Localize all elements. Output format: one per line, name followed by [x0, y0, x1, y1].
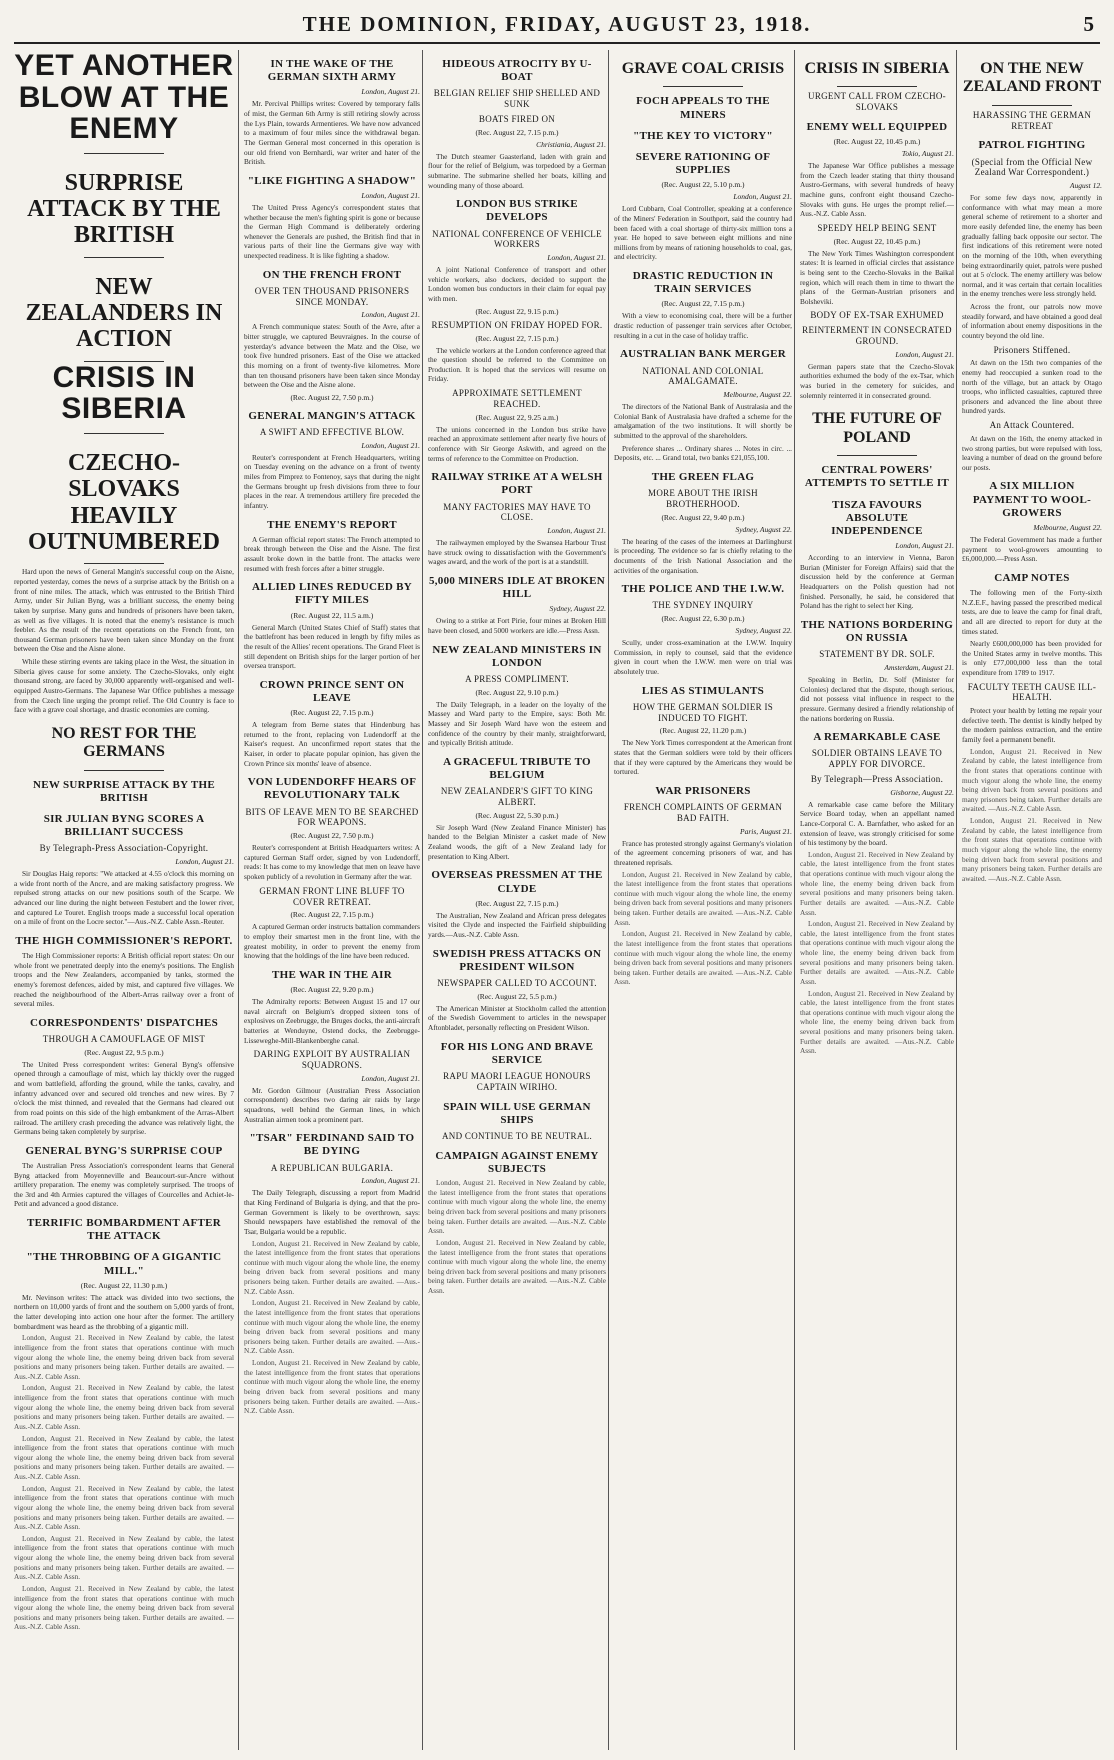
article-paragraph: Speaking in Berlin, Dr. Solf (Minister for Colonies) declared that the dispute, though serious, did not possess vital influence in respect to the pressure. Germany desired a friendly relationship of the nations bordering on Russia. — [800, 675, 954, 723]
article-paragraph: Nearly £600,000,000 has been provided for the United States army in twelve months. This is only £77,000,000 less than the total expenditure from 1789 to 1917. — [962, 639, 1102, 677]
subheadline: A SIX MILLION PAYMENT TO WOOL-GROWERS — [972, 480, 1092, 519]
article-paragraph: With a view to economising coal, there will be a further drastic reduction of passenger train services after October, resulting in a cut in the case of holiday traffic. — [614, 311, 792, 340]
subhead-line: By Telegraph-Press Association-Copyright. — [39, 843, 209, 854]
headline-major: CRISIS IN SIBERIA — [52, 360, 196, 426]
subheadline: DRASTIC REDUCTION IN TRAIN SERVICES — [632, 270, 774, 296]
headline: ON THE NEW ZEALAND FRONT — [962, 60, 1102, 96]
masthead — [14, 8, 1100, 44]
subhead-line: SOLDIER OBTAINS LEAVE TO APPLY FOR DIVORCE. — [811, 748, 943, 770]
subheadline: SIR JULIAN BYNG SCORES A BRILLIANT SUCCESS — [43, 812, 205, 839]
subheadline: THE GREEN FLAG — [651, 470, 755, 483]
dateline: Melbourne, August 22. — [1033, 522, 1102, 532]
article-paragraph: London, August 21. Received in New Zealand by cable, the latest intelligence from the front states that operations continue with much vigour along the whole line, the enemy being driven back from several positions and many prisoners being taken. Further details are awaited. —Aus.-N.Z. Cable Assn. — [800, 988, 954, 1056]
received-note: (Rec. August 22, 5.30 p.m.) — [475, 810, 559, 820]
article-paragraph: Mr. Percival Phillips writes: Covered by temporary falls of mist, the German 6th Army is still retiring slowly across the Lys Plain, towards Armentieres. We have now advanced to a maximum of four miles since the withdrawal began. The German General most concerned in this operation is our old friend von Bernhardi, war writer and hater of the British. — [244, 99, 420, 167]
subheadline: IN THE WAKE OF THE GERMAN SIXTH ARMY — [267, 58, 397, 84]
column-rule — [422, 50, 423, 1750]
article-paragraph: A French communique states: South of the Avre, after a bitter struggle, we captured Beuvraignes. In the course of yesterday's advance between the Matz and the Oise, we took five hundred prisoners. East of the Oise we attacked this morning on a front of twenty-five kilometres. More than ten thousand prisoners have been taken since Monday between the Oise and the Aisne alone. — [244, 322, 420, 390]
subheadline: FOR HIS LONG AND BRAVE SERVICE — [440, 1040, 594, 1066]
subhead-line: BELGIAN RELIEF SHIP SHELLED AND SUNK — [433, 88, 601, 110]
page-number: 5 — [1083, 12, 1094, 36]
subhead-line: RAPU MAORI LEAGUE HONOURS CAPTAIN WIRIHO. — [443, 1071, 591, 1092]
subhead-line: DARING EXPLOIT BY AUSTRALIAN SQUADRONS. — [253, 1049, 411, 1070]
article-paragraph: The Daily Telegraph, discussing a report from Madrid that King Ferdinand of Bulgaria is dying, and that the pro-German Government is likely to be overthrown, says: Should newspapers have established the removal of the Tsar, Bulgaria would be a republic. — [244, 1188, 420, 1236]
subhead-line: (Special from the Official New Zealand War Correspondent.) — [971, 156, 1093, 178]
received-note: (Rec. August 22, 5.5 p.m.) — [477, 991, 557, 1001]
article-paragraph: A joint National Conference of transport and other vehicle workers, also dockers, decided to support the London women bus conductors in their claim for equal pay with men. — [428, 265, 606, 304]
column-rule — [608, 50, 609, 1750]
article-paragraph: London, August 21. Received in New Zealand by cable, the latest intelligence from the front states that operations continue with much vigour along the whole line, the enemy being driven back from several positions and many prisoners being taken. Further details are awaited. —Aus.-N.Z. Cable Assn. — [244, 1298, 420, 1356]
subheadline: SEVERE RATIONING OF SUPPLIES — [635, 150, 771, 177]
article-paragraph: Lord Cubbarn, Coal Controller, speaking at a conference of the Miners' Federation in Southport, said the country had been faced with a coal shortage of thirty-six million tons a year. He hoped to save between eight millions and nine millions from by means of rationing households to coal, gas, and electricity. — [614, 204, 792, 262]
dateline: August 12. — [1069, 181, 1102, 191]
subhead-line: NEWSPAPER CALLED TO ACCOUNT. — [437, 977, 597, 988]
headline-major: YET ANOTHER BLOW AT THE ENEMY — [14, 50, 234, 145]
subheadline: SWEDISH PRESS ATTACKS ON PRESIDENT WILSON — [432, 947, 602, 973]
article-paragraph: London, August 21. Received in New Zealand by cable, the latest intelligence from the front states that operations continue with much vigour along the whole line, the enemy being driven back from several positions and many prisoners being taken. Further details are awaited. —Aus.-N.Z. Cable Assn. — [244, 1238, 420, 1296]
dateline: London, August 21. — [361, 310, 420, 320]
subheadline: GENERAL MANGIN'S ATTACK — [248, 409, 416, 422]
article-paragraph: The American Minister at Stockholm called the attention of the Swedish Government to articles in the newspaper Aftonbladet, personally reflecting on President Wilson. — [428, 1003, 606, 1033]
received-note: (Rec. August 22, 11.5 a.m.) — [290, 610, 374, 620]
subheadline: CORRESPONDENTS' DISPATCHES — [29, 1016, 218, 1029]
article-paragraph: German papers state that the Czecho-Slovak authorities exhumed the body of the ex-Tsar, which was buried in the cemetery for suicides, and solemnly reinterred it in consecrated ground. — [800, 361, 954, 400]
article-paragraph: London, August 21. Received in New Zealand by cable, the latest intelligence from the front states that operations continue with much vigour along the whole line, the enemy being driven back from several positions and many prisoners being taken. Further details are awaited. —Aus.-N.Z. Cable Assn. — [800, 849, 954, 917]
subheadline: GENERAL BYNG'S SURPRISE COUP — [25, 1144, 223, 1157]
subhead-line: NATIONAL AND COLONIAL AMALGAMATE. — [642, 365, 764, 387]
received-note: (Rec. August 22, 10.45 p.m.) — [833, 137, 921, 147]
article-paragraph: Sir Douglas Haig reports: "We attacked at 4.55 o'clock this morning on a wide front north of the Ancre, and are making satisfactory progress. We repulsed strong attacks on our new positions south of the Scarpe. We advanced our line during the night between Festubert and the lower river, and captured Le Touret. English troops made a successful local operation on a mile of front on the Locre sector."—Aus.-N.Z. Cable Assn.-Reuter. — [14, 869, 234, 927]
article-paragraph: The hearing of the cases of the internees at Darlinghurst is proceeding. The evidence so far is chiefly relating to the documents of the Irish National Association and the activities of the organisation. — [614, 536, 792, 575]
received-note: (Rec. August 22, 9.15 p.m.) — [475, 306, 559, 316]
subhead-line: A SWIFT AND EFFECTIVE BLOW. — [259, 427, 405, 438]
received-note: (Rec. August 22, 7.15 p.m.) — [475, 898, 559, 908]
article-paragraph: Across the front, our patrols now move steadily forward, and have obtained a good deal of information about enemy dispositions in the country beyond the old line. — [962, 302, 1102, 340]
subhead-line: URGENT CALL FROM CZECHO-SLOVAKS — [808, 91, 946, 113]
subheadline: CAMP NOTES — [994, 571, 1070, 584]
article-paragraph: Owing to a strike at Fort Pirie, four mines at Broken Hill have been closed, and 5000 workers are idle.—Press Assn. — [428, 616, 606, 635]
subheadline: THE WAR IN THE AIR — [272, 968, 392, 981]
subhead-line: MORE ABOUT THE IRISH BROTHERHOOD. — [648, 488, 758, 509]
column-1 — [14, 50, 234, 1750]
column-6 — [962, 50, 1102, 1750]
subheadline: ENEMY WELL EQUIPPED — [806, 120, 948, 133]
subheadline: ON THE FRENCH FRONT — [262, 268, 402, 281]
subhead-line: AND CONTINUE TO BE NEUTRAL. — [441, 1131, 592, 1141]
subhead-line: SPEEDY HELP BEING SENT — [817, 222, 937, 233]
dateline: Christiania, August 21. — [536, 139, 606, 149]
dateline: London, August 21. — [895, 349, 954, 359]
dateline: London, August 21. — [733, 192, 792, 202]
subheadline: LONDON BUS STRIKE DEVELOPS — [456, 198, 578, 224]
subhead-line: REINTERMENT IN CONSECRATED GROUND. — [802, 325, 952, 347]
subhead-line: FACULTY TEETH CAUSE ILL-HEALTH. — [967, 681, 1097, 703]
received-note: (Rec. August 22, 9.40 p.m.) — [661, 512, 745, 522]
received-note: (Rec. August 22, 10.45 p.m.) — [833, 236, 921, 246]
subheadline: TISZA FAVOURS ABSOLUTE INDEPENDENCE — [831, 498, 923, 537]
column-3 — [428, 50, 606, 1750]
divider — [992, 105, 1072, 106]
subhead-line: THROUGH A CAMOUFLAGE OF MIST — [42, 1033, 206, 1044]
subheadline: WAR PRISONERS — [655, 784, 751, 797]
article-paragraph: Mr. Nevinson writes: The attack was divided into two sections, the northern on 10,000 yards of front and the southern on 5,000 yards of front, the latter developing into action one hour after the former. The artillery bombardment was heard as the throbbing of a gigantic mill. — [14, 1292, 234, 1331]
article-paragraph: London, August 21. Received in New Zealand by cable, the latest intelligence from the front states that operations continue with much vigour along the whole line, the enemy being driven back from several positions and many prisoners being taken. Further details are awaited. —Aus.-N.Z. Cable Assn. — [962, 816, 1102, 883]
article-paragraph: The directors of the National Bank of Australasia and the Colonial Bank of Australasia have drafted a scheme for the amalgamation of the two institutions. It will shortly be submitted to the approval of the shareholders. — [614, 402, 792, 440]
subheadline: NEW ZEALAND MINISTERS IN LONDON — [432, 643, 602, 669]
subhead-line: A PRESS COMPLIMENT. — [465, 673, 569, 684]
article-paragraph: For some few days now, apparently in conformance with what may mean a more general scheme of retirement to a shorter and more easily defended line, the enemy has been gradually falling back opposite our sector. The first indications of this retirement were noted on the morning of the 10th, when everything being extraordinarily quiet, patrols were pushed out at 5 o'clock. The enemy artillery was below normal, and it was certain that certain localities in the enemy trenches were less strongly held. — [962, 193, 1102, 299]
subheadline: "TSAR" FERDINAND SAID TO BE DYING — [249, 1132, 415, 1158]
column-rule — [794, 50, 795, 1750]
subhead-line: OVER TEN THOUSAND PRISONERS SINCE MONDAY. — [254, 285, 410, 307]
article-paragraph: While these stirring events are taking place in the West, the situation in Siberia gives cause for some anxiety. The Czecho-Slovaks, only eight thousand strong, are faced by 30,000 apparently well-organised and well-equipped Austro-Germans. The Japanese War Office publishes a message from the Czech line urging the prompt relief. The Old Country is face to face with a grave coal shortage, and drastic economies are coming. — [14, 657, 234, 715]
dateline: London, August 21. — [547, 253, 606, 263]
dateline: Sydney, August 22. — [549, 604, 606, 614]
subheadline: THE POLICE AND THE I.W.W. — [621, 583, 785, 596]
divider — [84, 563, 164, 564]
article-paragraph: London, August 21. Received in New Zealand by cable, the latest intelligence from the front states that operations continue with much vigour along the whole line, the enemy being driven back from several positions and many prisoners being taken. Further details are awaited. —Aus.-N.Z. Cable Assn. — [800, 919, 954, 986]
article-paragraph: The railwaymen employed by the Swansea Harbour Trust have struck owing to dissatisfaction with the Government's wages award, and the work of the port is at a standstill. — [428, 538, 606, 567]
article-paragraph: London, August 21. Received in New Zealand by cable, the latest intelligence from the front states that operations continue with much vigour along the whole line, the enemy being driven back from several positions and many prisoners being taken. Further details are awaited. —Aus.-N.Z. Cable Assn. — [614, 869, 792, 927]
article-paragraph: The Japanese War Office publishes a message from the Czech leader stating that thirty thousand Austro-Germans, with several hundreds of heavy machine guns, confront eight thousand Czecho-Slovaks with guns. He urges the prompt relief.—Aus.-N.Z. Cable Assn. — [800, 161, 954, 219]
article-paragraph: The vehicle workers at the London conference agreed that the question should be referred to the Committee on Production. It is hoped that the services will resume on Friday. — [428, 345, 606, 384]
divider — [84, 153, 164, 154]
dateline: Paris, August 21. — [740, 826, 792, 836]
article-paragraph: London, August 21. Received in New Zealand by cable, the latest intelligence from the front states that operations continue with much vigour along the whole line, the enemy being driven back from several positions and many prisoners being taken. Further details are awaited. —Aus.-N.Z. Cable Assn. — [14, 1433, 234, 1482]
subheadline: CAMPAIGN AGAINST ENEMY SUBJECTS — [435, 1149, 599, 1175]
subhead-line: NEW ZEALANDER'S GIFT TO KING ALBERT. — [440, 786, 594, 808]
article-paragraph: Scully, under cross-examination at the I.W.W. Inquiry Commission, in reply to counsel, said that the evidence given in court when the I.W.W. men were on trial was absolutely true. — [614, 638, 792, 676]
received-note: (Rec. August 22, 9.10 p.m.) — [475, 687, 559, 697]
subheadline: CENTRAL POWERS' ATTEMPTS TO SETTLE IT — [804, 464, 950, 490]
received-note: (Rec. August 22, 9.25 a.m.) — [475, 412, 559, 422]
article-paragraph: Hard upon the news of General Mangin's successful coup on the Aisne, reported yesterday, comes the news of a surprise attack by the British on a front of nine miles. The attack, which was entrusted to the British Third Army, under Sir Julian Byng, was a brilliant success, the enemy being taken by surprise. Many guns and hundreds of prisoners have been taken, as well as five villages. It is noted that the enemy's resistance is much feebler. As the result of the recent operations on the French front, ten thousand German prisoners have been taken since Monday on the front between the Oise and the Aisne alone. — [14, 567, 234, 654]
column-4 — [614, 50, 792, 1750]
subhead-line: STATEMENT BY DR. SOLF. — [819, 649, 935, 660]
divider — [837, 455, 917, 456]
received-note: (Rec. August 22, 7.15 p.m.) — [661, 299, 745, 309]
article-paragraph: A telegram from Berne states that Hindenburg has returned to the front, replacing von Ludendorff at the Kaiser's request. An unconfirmed report states that the Kaiser, in order to placate popular opinion, has given the Crown Prince six months' leave of absence. — [244, 720, 420, 768]
article-paragraph: At dawn on the 16th, the enemy attacked in two strong parties, but were repulsed with loss, leaving a number of dead on the ground before our posts. — [962, 433, 1102, 472]
article-paragraph: London, August 21. Received in New Zealand by cable, the latest intelligence from the front states that operations continue with much vigour along the whole line, the enemy being driven back from several positions and many prisoners being taken. Further details are awaited. —Aus.-N.Z. Cable Assn. — [428, 1178, 606, 1236]
article-paragraph: London, August 21. Received in New Zealand by cable, the latest intelligence from the front states that operations continue with much vigour along the whole line, the enemy being driven back from several positions and many prisoners being taken. Further details are awaited. —Aus.-N.Z. Cable Assn. — [244, 1358, 420, 1416]
article-paragraph: London, August 21. Received in New Zealand by cable, the latest intelligence from the front states that operations continue with much vigour along the whole line, the enemy being driven back from several positions and many prisoners being taken. Further details are awaited. —Aus.-N.Z. Cable Assn. — [14, 1333, 234, 1381]
subhead-line: APPROXIMATE SETTLEMENT REACHED. — [452, 388, 582, 409]
subhead-line: FRENCH COMPLAINTS OF GERMAN BAD FAITH. — [623, 802, 783, 823]
subhead-line: BODY OF EX-TSAR EXHUMED — [810, 310, 944, 321]
subheadline: A REMARKABLE CASE — [813, 731, 941, 744]
newspaper-title: THE DOMINION, FRIDAY, AUGUST 23, 1918. — [302, 12, 812, 36]
article-paragraph: London, August 21. Received in New Zealand by cable, the latest intelligence from the front states that operations continue with much vigour along the whole line, the enemy being driven back from several positions and many prisoners being taken. Further details are awaited. —Aus.-N.Z. Cable Assn. — [962, 746, 1102, 814]
dateline: London, August 21. — [895, 541, 954, 551]
received-note: (Rec. August 22, 11.30 p.m.) — [80, 1280, 168, 1290]
dateline: Melbourne, August 22. — [723, 390, 792, 400]
article-paragraph: France has protested strongly against Germany's violation of the agreement concerning prisoners of war, and has threatened reprisals. — [614, 838, 792, 867]
divider — [837, 86, 917, 87]
subheadline: LIES AS STIMULANTS — [641, 684, 765, 697]
dateline: London, August 21. — [547, 526, 606, 536]
subhead-line: NATIONAL CONFERENCE OF VEHICLE WORKERS — [432, 228, 602, 250]
subheadline: A GRACEFUL TRIBUTE TO BELGIUM — [443, 755, 591, 782]
subhead-line: BOATS FIRED ON — [478, 113, 556, 124]
subheadline: PATROL FIGHTING — [978, 139, 1086, 152]
dateline: London, August 21. — [361, 87, 420, 97]
received-note: (Rec. August 22, 7.50 p.m.) — [290, 831, 374, 841]
subheadline: TERRIFIC BOMBARDMENT AFTER THE ATTACK — [26, 1217, 221, 1243]
article-paragraph: A captured German order instructs battalion commanders to employ their smartest men in the front line, with the greatest mobility, in order to prevent the enemy from knowing that the holdings of the line have been reduced. — [244, 922, 420, 961]
dateline: London, August 21. — [361, 190, 420, 200]
article-paragraph: The United Press Agency's correspondent states that whether because the men's fighting spirit is gone or because the German High Command is deliberately ordering whenever the Generals are pushed, the British find that in various parts of their line the Germans give way with unexpected readiness. It is like fighting a shadow. — [244, 202, 420, 261]
headline: NO REST FOR THE GERMANS — [51, 724, 197, 761]
dateline: Tokio, August 21. — [901, 149, 954, 159]
subhead-line: MANY FACTORIES MAY HAVE TO CLOSE. — [443, 501, 591, 523]
article-paragraph: The United Press correspondent writes: General Byng's offensive opened through a camouflage of mist, which lay thickly over the rugged and worn battlefield, affording the ground, while the tanks, cavalry, and infantry advanced over and secured old trenches and new wires. By 7 o'clock the mist thinned, and revealed that the Germans had cleared out from road points on this side of the high embankment of the Arras-Albert railroad. The artillery crash preceding the advance was relatively light, the Germans being taken completely by surprise. — [14, 1059, 234, 1137]
dateline: London, August 21. — [361, 440, 420, 450]
article-paragraph: A German official report states: The French attempted to break through between the Oise and the Aisne. The first assault broke down in the battle front. The attacks were resumed with fresh forces after a bitter struggle. — [244, 534, 420, 573]
subhead-line: A REPUBLICAN BULGARIA. — [270, 1162, 394, 1173]
article-paragraph: The Australian Press Association's correspondent learns that General Byng attacked from Moyenneville and Beaucourt-sur-Ancre without artillery preparation. The enemy was completely surprised. The troops of the 3rd and 4th Armies captured the villages of Courcelles and Achiet-le-Petit and advanced a good distance. — [14, 1160, 234, 1209]
article-paragraph: The High Commissioner reports: A British official report states: On our whole front we penetrated deeply into the enemy's positions. The English troops and the New Zealanders, accompanied by tanks, stormed the enemy's foremost defences, aided by mist, and captured five villages. We reached the neighbourhood of the Albert-Arras railway over a front of several miles. — [14, 951, 234, 1009]
subheadline: NEW SURPRISE ATTACK BY THE BRITISH — [32, 778, 215, 804]
subheadline: "LIKE FIGHTING A SHADOW" — [247, 174, 417, 187]
article-paragraph: The New York Times correspondent at the American front states that the German soldiers were told by their officers that if they were captured by the Americans they would be tortured. — [614, 738, 792, 777]
article-paragraph: London, August 21. Received in New Zealand by cable, the latest intelligence from the front states that operations continue with much vigour along the whole line, the enemy being driven back from several positions and many prisoners being taken. Further details are awaited. —Aus.-N.Z. Cable Assn. — [614, 929, 792, 987]
dateline: Gisborne, August 22. — [890, 787, 954, 797]
subheadline: 5,000 MINERS IDLE AT BROKEN HILL — [428, 574, 606, 601]
column-rule — [956, 50, 957, 1750]
subhead-line: HARASSING THE GERMAN RETREAT — [972, 109, 1092, 131]
article-paragraph: London, August 21. Received in New Zealand by cable, the latest intelligence from the front states that operations continue with much vigour along the whole line, the enemy being driven back from several positions and many prisoners being taken. Further details are awaited. —Aus.-N.Z. Cable Assn. — [14, 1533, 234, 1582]
subheadline: RAILWAY STRIKE AT A WELSH PORT — [431, 471, 603, 497]
article-paragraph: General March (United States Chief of Staff) states that the battlefront has been reduced in length by fifty miles as the result of the Allies' recent operations. The Grand Fleet is still dependent on British ships for the larger portion of her oversea transport. — [244, 622, 420, 671]
headline: CRISIS IN SIBERIA — [804, 60, 950, 77]
subhead-line: Prisoners Stiffened. — [993, 344, 1071, 355]
dateline: London, August 21. — [361, 1176, 420, 1186]
article-paragraph: The New York Times Washington correspondent states: It is learned in official circles that assistance is being sent to the Czecho-Slovaks in the Baikal region, which will reach them in time to thwart the plans of the German-Austrian prisoners and Bolsheviki. — [800, 248, 954, 306]
received-note: (Rec. August 22, 11.20 p.m.) — [659, 726, 747, 736]
article-paragraph: Reuter's correspondent at French Headquarters, writing on Tuesday evening on the advance on a front of twenty miles from Pimprez to Fontenoy, says that during the night the Germans brought up fresh divisions from three to four places in the rear. A tremendous artillery fire preceded the infantry. — [244, 452, 420, 510]
article-paragraph: London, August 21. Received in New Zealand by cable, the latest intelligence from the front states that operations continue with much vigour along the whole line, the enemy being driven back from several positions and many prisoners being taken. Further details are awaited. —Aus.-N.Z. Cable Assn. — [14, 1583, 234, 1632]
received-note: (Rec. August 22, 7.15 p.m.) — [290, 910, 374, 920]
subheadline: SPAIN WILL USE GERMAN SHIPS — [443, 1100, 591, 1126]
article-paragraph: London, August 21. Received in New Zealand by cable, the latest intelligence from the front states that operations continue with much vigour along the whole line, the enemy being driven back from several positions and many prisoners being taken. Further details are awaited. —Aus.-N.Z. Cable Assn. — [428, 1237, 606, 1296]
subhead-line: THE SYDNEY INQUIRY — [652, 600, 754, 611]
article-paragraph: Sir Joseph Ward (New Zealand Finance Minister) has handed to the Belgian Minister a casket made of New Zealand woods, the gift of a New Zealand lady for presentation to King Albert. — [428, 822, 606, 861]
article-paragraph: The Federal Government has made a further payment to wool-growers amounting to £6,000,000.—Press Assn. — [962, 534, 1102, 564]
headline-deck: CZECHO-SLOVAKS HEAVILY OUTNUMBERED — [27, 449, 220, 556]
subheadline: THE NATIONS BORDERING ON RUSSIA — [800, 618, 954, 645]
article-paragraph: The Daily Telegraph, in a leader on the loyalty of the Massey and Ward party to the Empire, says: Both Mr. Massey and Sir Joseph Ward have won the esteem and confidence of the country by their manly, straightforward, and typically British attitude. — [428, 699, 606, 748]
dateline: Amsterdam, August 21. — [884, 663, 954, 672]
article-paragraph: At dawn on the 15th two companies of the enemy had reoccupied a sunken road to the north of the village, but an attack by Otago troops, who inflicted casualties, captured three prisoners and advanced the line about three hundred yards. — [962, 358, 1102, 416]
subheadline: FOCH APPEALS TO THE MINERS — [636, 95, 770, 121]
article-paragraph: According to an interview in Vienna, Baron Burian (Minister for Foreign Affairs) said that the discussion held by the conference at German Headquarters on the Polish question had not finished. Personally, he said, he considered that Poland has the right to select her King. — [800, 553, 954, 611]
article-paragraph: The unions concerned in the London bus strike have reached an approximate settlement after nearly five hours of conference with Sir George Askwith, and agreed on the terms of reference to the Committee on Production. — [428, 424, 606, 463]
subheadline: "THE THROBBING OF A GIGANTIC MILL." — [26, 1251, 222, 1277]
dateline: Sydney, August 22. — [735, 524, 792, 534]
subhead-line: GERMAN FRONT LINE BLUFF TO COVER RETREAT. — [259, 885, 405, 907]
subheadline: VON LUDENDORFF HEARS OF REVOLUTIONARY TALK — [247, 776, 417, 802]
received-note: (Rec. August 22, 7.15 p.m.) — [475, 127, 559, 137]
subheadline: ALLIED LINES REDUCED BY FIFTY MILES — [251, 581, 413, 607]
headline: GRAVE COAL CRISIS — [621, 60, 785, 77]
received-note: (Rec. August 22, 7.50 p.m.) — [290, 392, 374, 402]
subheadline: THE HIGH COMMISSIONER'S REPORT. — [15, 934, 233, 947]
column-5 — [800, 50, 954, 1750]
article-paragraph: Reuter's correspondent at British Headquarters writes: A captured German Staff order, signed by von Ludendorff, reads: It has come to my knowledge that men on leave have spoken publicly of a revolution in Germany after the war. — [244, 843, 420, 882]
article-paragraph: The following men of the Forty-sixth N.Z.E.F., having passed the prescribed medical tests, are due to leave the camp for final draft, and all are directed to report for duty at the times stated. — [962, 588, 1102, 636]
headline-deck: NEW ZEALANDERS IN ACTION — [25, 273, 223, 353]
dateline: London, August 21. — [175, 857, 234, 867]
article-paragraph: Preference shares ... Ordinary shares ... Notes in circ. ... Deposits, etc. ... Grand total, two banks £21,055,100. — [614, 443, 792, 463]
article-paragraph: Mr. Gordon Gilmour (Australian Press Association correspondent) describes two daring air raids by large squadrons, well behind the German lines, in which Australian airmen took a prominent part. — [244, 1085, 420, 1124]
article-paragraph: London, August 21. Received in New Zealand by cable, the latest intelligence from the front states that operations continue with much vigour along the whole line, the enemy being driven back from several positions and many prisoners being taken. Further details are awaited. —Aus.-N.Z. Cable Assn. — [14, 1483, 234, 1532]
article-paragraph: The Dutch steamer Gaasterland, laden with grain and flour for the relief of Belgium, was torpedoed by a German submarine. The submarine shelled her boats, killing and wounding many of those aboard. — [428, 151, 606, 190]
subhead-line: By Telegraph—Press Association. — [810, 773, 944, 784]
headline-deck: SURPRISE ATTACK BY THE BRITISH — [27, 169, 221, 249]
received-note: (Rec. August 22, 5.10 p.m.) — [661, 180, 745, 190]
article-paragraph: A remarkable case came before the Military Service Board today, when an appellant named Lance-Corporal C. A. Barnfather, who asked for an extension of leave, was strongly criticised for some of his testimony by the board. — [800, 799, 954, 848]
article-paragraph: The Australian, New Zealand and African press delegates visited the Clyde and inspected the Fairfield shipbuilding yards.—Aus.-N.Z. Cable Assn. — [428, 910, 606, 939]
article-paragraph: Protect your health by letting me repair your defective teeth. The dentist is kindly helped by the modern painless extraction, and the entire family feel a permanent benefit. — [962, 706, 1102, 745]
subheadline: HIDEOUS ATROCITY BY U-BOAT — [442, 58, 592, 84]
newspaper-columns — [14, 50, 1102, 1750]
column-2 — [244, 50, 420, 1750]
column-rule — [238, 50, 239, 1750]
subhead-line: RESUMPTION ON FRIDAY HOPED FOR. — [431, 319, 603, 330]
divider — [84, 257, 164, 258]
article-paragraph: The Admiralty reports: Between August 15 and 17 our naval aircraft on Belgium's dropped sixteen tons of explosives on Zeebrugge, the Bruges docks, the anti-aircraft batteries at Wenduyne, Ostend docks, the Zeebrugge-Lisseweghe-Mill-Blankenberghe canal. — [244, 997, 420, 1045]
dateline: London, August 21. — [361, 1073, 420, 1083]
dateline: Sydney, August 22. — [735, 626, 792, 636]
divider — [663, 86, 743, 87]
received-note: (Rec. August 22, 9.5 p.m.) — [84, 1047, 164, 1057]
subhead-line: An Attack Countered. — [989, 420, 1075, 431]
subheadline: "THE KEY TO VICTORY" — [633, 129, 773, 142]
headline: THE FUTURE OF POLAND — [812, 410, 942, 446]
article-paragraph: London, August 21. Received in New Zealand by cable, the latest intelligence from the front states that operations continue with much vigour along the whole line, the enemy being driven back from several positions and many prisoners being taken. Further details are awaited. —Aus.-N.Z. Cable Assn. — [14, 1383, 234, 1431]
subheadline: CROWN PRINCE SENT ON LEAVE — [259, 678, 405, 704]
received-note: (Rec. August 22, 6.30 p.m.) — [661, 614, 745, 624]
subheadline: AUSTRALIAN BANK MERGER — [619, 348, 787, 361]
divider — [84, 433, 164, 434]
subheadline: OVERSEAS PRESSMEN AT THE CLYDE — [431, 869, 603, 895]
received-note: (Rec. August 22, 7.15 p.m.) — [475, 333, 559, 343]
subhead-line: BITS OF LEAVE MEN TO BE SEARCHED FOR WEAPONS. — [245, 806, 419, 828]
received-note: (Rec. August 22, 9.20 p.m.) — [290, 985, 374, 995]
received-note: (Rec. August 22, 7.15 p.m.) — [290, 708, 374, 718]
subhead-line: HOW THE GERMAN SOLDIER IS INDUCED TO FIGHT. — [632, 701, 774, 723]
subheadline: THE ENEMY'S REPORT — [267, 518, 397, 531]
divider — [84, 770, 164, 771]
